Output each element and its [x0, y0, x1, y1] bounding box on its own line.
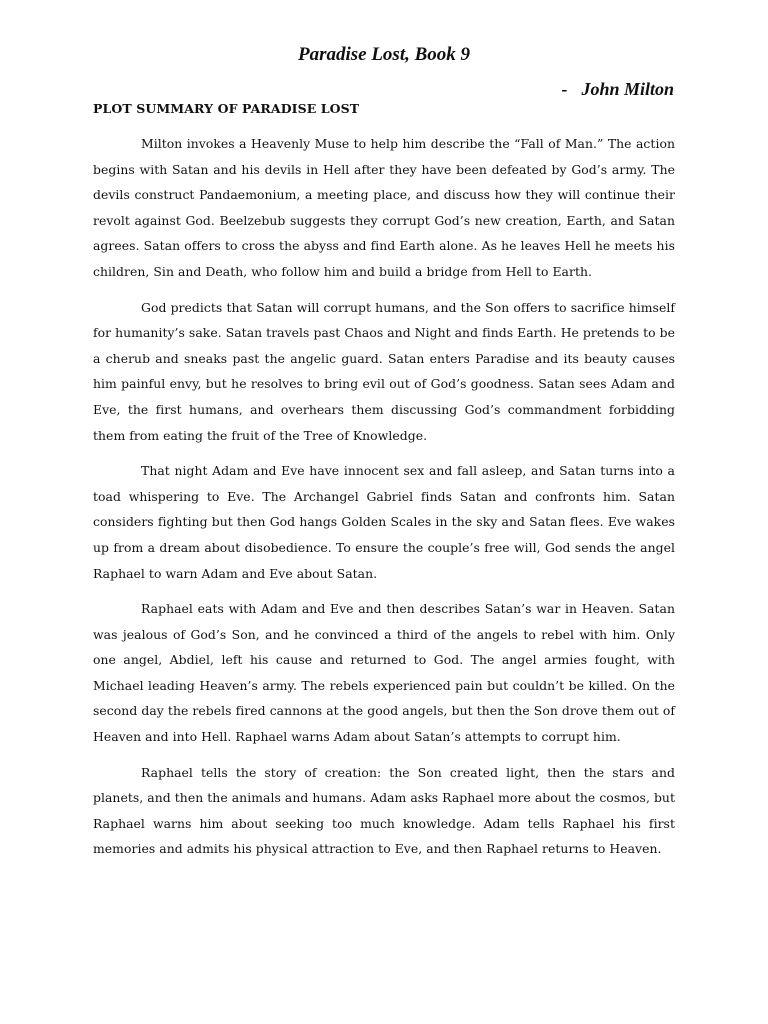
- document-body: [93, 131, 675, 872]
- paragraph-4: Raphael eats with Adam and Eve and then describes Satan’s war in Heaven. Satan was jealous of God’s Son, and he convinced a third of the angels to rebel with him. Only one angel, Abdiel, left his cause and returned to God. The angel armies fought, with Michael leading Heaven’s army. The rebels experienced pain but couldn’t be killed. On the second day the rebels fired cannons at the good angels, but then the Son drove them out of Heaven and into Hell. Raphael warns Adam about Satan’s attempts to corrupt him.: [93, 601, 675, 745]
- document-author: [561, 77, 674, 101]
- section-heading: PLOT SUMMARY OF PARADISE LOST: [93, 101, 360, 116]
- document-title: Paradise Lost, Book 9: [297, 44, 471, 65]
- author-dash: -: [561, 79, 568, 99]
- paragraph-1: Milton invokes a Heavenly Muse to help him describe the “Fall of Man.” The action begins with Satan and his devils in Hell after they have been defeated by God’s army. The devils construct Pandaemonium, a meeting place, and discuss how they will continue their revolt against God. Beelzebub suggests they corrupt God’s new creation, Earth, and Satan agrees. Satan offers to cross the abyss and find Earth alone. As he leaves Hell he meets his children, Sin and Death, who follow him and build a bridge from Hell to Earth.: [93, 136, 675, 279]
- paragraph-3: That night Adam and Eve have innocent sex and fall asleep, and Satan turns into a toad whispering to Eve. The Archangel Gabriel finds Satan and confronts him. Satan considers fighting but then God hangs Golden Scales in the sky and Satan flees. Eve wakes up from a dream about disobedience. To ensure the couple’s free will, God sends the angel Raphael to warn Adam and Eve about Satan.: [93, 463, 675, 581]
- paragraph-2: God predicts that Satan will corrupt humans, and the Son offers to sacrifice himself for humanity’s sake. Satan travels past Chaos and Night and finds Earth. He pretends to be a cherub and sneaks past the angelic guard. Satan enters Paradise and its beauty causes him painful envy, but he resolves to bring evil out of God’s goodness. Satan sees Adam and Eve, the first humans, and overhears them discussing God’s commandment forbidding them from eating the fruit of the Tree of Knowledge.: [93, 299, 675, 443]
- author-name: John Milton: [581, 79, 674, 99]
- paragraph-5: Raphael tells the story of creation: the Son created light, then the stars and planets, and then the animals and humans. Adam asks Raphael more about the cosmos, but Raphael warns him about seeking too much knowledge. Adam tells Raphael his first memories and admits his physical attraction to Eve, and then Raphael returns to Heaven.: [93, 764, 675, 857]
